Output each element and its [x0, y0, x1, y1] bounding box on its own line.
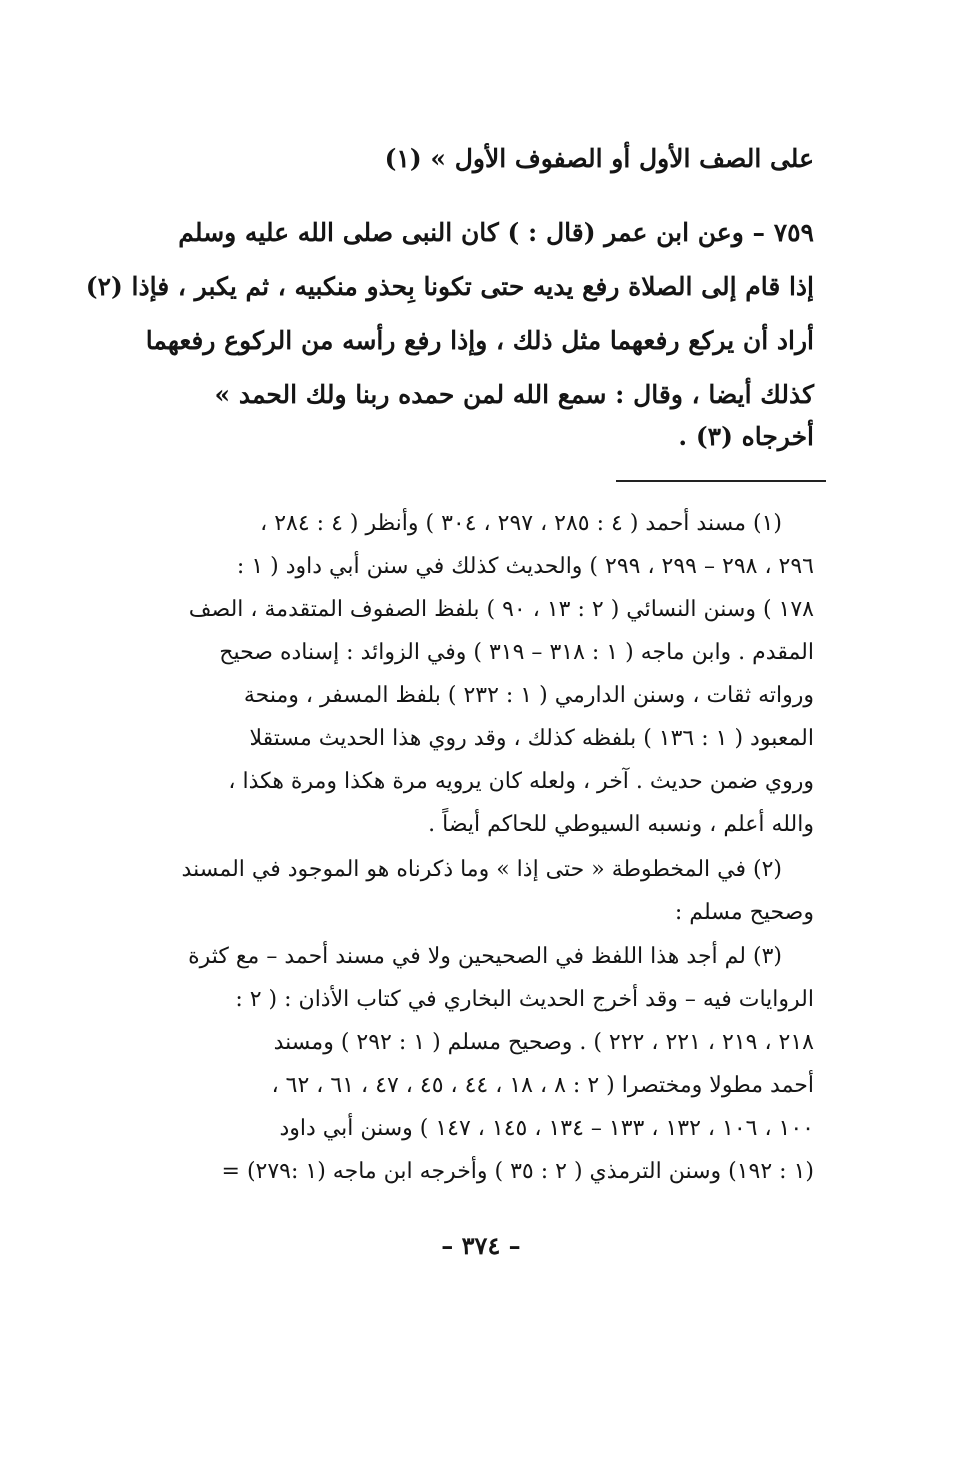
continuation-line: على الصف الأول أو الصفوف الأول » (١) — [384, 144, 814, 173]
footnote-line: ورواته ثقات ، وسنن الدارمي ( ١ : ٢٣٢ ) بلفظ المسفر ، ومنحة — [243, 683, 814, 708]
footnote-line: المقدم . وابن ماجه ( ١ : ٣١٨ – ٣١٩ ) وفي الزوائد : إسناده صحيح — [219, 640, 814, 665]
footnote-line: وصحيح مسلم : — [674, 900, 814, 925]
footnote-line: أحمد مطولا ومختصرا ( ٢ : ٨ ، ١٨ ، ٤٤ ، ٤٥ ، ٤٧ ، ٦١ ، ٦٢ ، — [271, 1073, 814, 1098]
footnote-3 — [159, 935, 814, 1193]
continuation-text — [159, 132, 814, 186]
hadith-line: كذلك أيضا ، وقال : سمع الله لمن حمده ربنا ولك الحمد » — [214, 380, 814, 409]
footnote-line: وروي ضمن حديث . آخر ، ولعله كان يرويه مرة هكذا ومرة هكذا ، — [228, 769, 814, 794]
hadith-line: ٧٥٩ – وعن ابن عمر (قال : ) كان النبى صلى الله عليه وسلم — [178, 218, 814, 247]
footnote-line: الروايات فيه – وقد أخرج الحديث البخاري في كتاب الأذان : ( ٢ : — [235, 987, 814, 1012]
hadith-line: إذا قام إلى الصلاة رفع يديه حتى تكونا بِحذو منكبيه ، ثم يكبر ، فإذا (٢) — [85, 272, 814, 301]
page-number: – ٣٧٤ – — [441, 1231, 521, 1260]
footnote-line: (١ : ١٩٢) وسنن الترمذي ( ٢ : ٣٥ ) وأخرجه ابن ماجه (١ :٢٧٩) = — [221, 1159, 814, 1184]
footnote-line: ٢٩٦ ، ٢٩٨ – ٢٩٩ ، ٢٩٩ ) والحديث كذلك في سنن أبي داود ( ١ : — [236, 554, 814, 579]
hadith-paragraph — [85, 206, 814, 422]
footnote-line: (١) مسند أحمد ( ٤ : ٢٨٥ ، ٢٩٧ ، ٣٠٤ ) وأنظر ( ٤ : ٢٨٤ ، — [260, 511, 782, 536]
footnote-2 — [159, 848, 814, 934]
takhrij-line: أخرجاه (٣) . — [678, 422, 814, 451]
footnote-line: (٢) في المخطوطة « حتى إذا » وما ذكرناه هو الموجود في المسند — [181, 857, 782, 882]
footnote-line: ١٠٠ ، ١٠٦ ، ١٣٢ ، ١٣٣ – ١٣٤ ، ١٤٥ ، ١٤٧ ) وسنن أبي داود — [279, 1116, 814, 1141]
hadith-line: أراد أن يركع رفعهما مثل ذلك ، وإذا رفع رأسه من الركوع رفعهما — [145, 326, 814, 355]
footnote-line: ١٧٨ ) وسنن النسائي ( ٢ : ١٣ ، ٩٠ ) بلفظ الصفوف المتقدمة ، الصف — [188, 597, 814, 622]
footnote-line: (٣) لم أجد هذا اللفظ في الصحيحين ولا في مسند أحمد – مع كثرة — [188, 944, 782, 969]
footnote-1 — [159, 502, 814, 846]
footnote-divider — [616, 480, 826, 482]
takhrij-text — [159, 410, 814, 464]
footnote-line: والله أعلم ، ونسبه السيوطي للحاكم أيضاً . — [428, 812, 814, 837]
footnote-line: ٢١٨ ، ٢١٩ ، ٢٢١ ، ٢٢٢ ) . وصحيح مسلم ( ١ : ٢٩٢ ) ومسند — [273, 1030, 814, 1055]
footnote-line: المعبود ( ١ : ١٣٦ ) بلفظه كذلك ، وقد روي هذا الحديث مستقلا — [249, 726, 814, 751]
